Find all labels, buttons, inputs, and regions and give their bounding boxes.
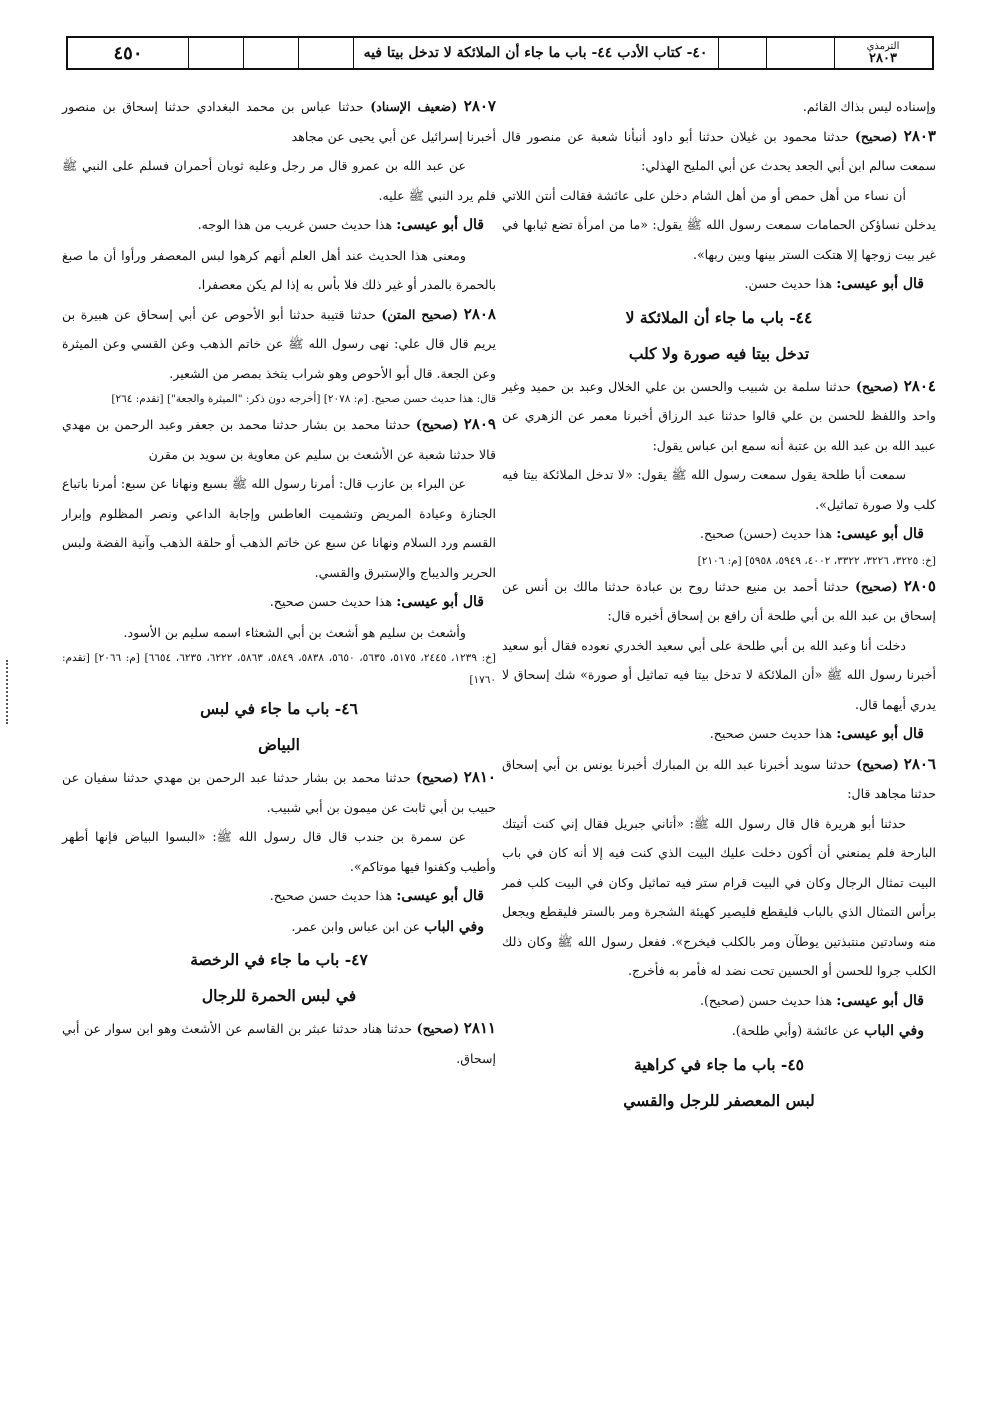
hadith-grade: (صحيح) <box>416 1021 460 1036</box>
hadith-paragraph <box>502 750 936 809</box>
chapter-heading: تدخل بيتا فيه صورة ولا كلب <box>628 343 810 363</box>
commentary-text: عن عائشة (وأبي طلحة). <box>731 1023 865 1038</box>
hadith-grade: (صحيح المتن) <box>381 306 459 322</box>
text-paragraph: دخلت أنا وعبد الله بن أبي طلحة على أبي سعيد الخدري نعوده فقال أبو سعيد أخبرنا رسول الله ﷺ «أن الملائكة لا تدخل بيتا فيه تماثيل أو صورة» شك إسحاق لا يدري أيهما قال. <box>502 637 936 712</box>
hadith-number: ٢٨٠٧ <box>463 97 496 115</box>
chapter-heading: ٤٥- باب ما جاء في كراهية <box>633 1054 805 1074</box>
scan-margin-mark <box>6 660 10 724</box>
commentary-label: قال أبو عيسى: <box>836 992 924 1009</box>
text-paragraph: عن عبد الله بن عمرو قال مر رجل وعليه ثوبان أحمران فسلم على النبي ﷺ فلم يرد النبي ﷺ عليه. <box>62 158 496 203</box>
hadith-paragraph <box>502 372 936 461</box>
text-paragraph: عن سمرة بن جندب قال قال رسول الله ﷺ: «البسوا البياض فإنها أطهر وأطيب وكفنوا فيها موتاكم». <box>62 829 496 874</box>
hadith-text: حدثنا محمود بن غيلان حدثنا أبو داود أنبأنا شعبة عن منصور قال سمعت سالم ابن أبي الجعد يحدث عن أبي المليح الهذلي: <box>502 128 936 173</box>
reference-note: [خ: ٣٢٢٥، ٣٢٢٦، ٣٣٢٢، ٤٠٠٢، ٥٩٤٩، ٥٩٥٨] [م: ٢١٠٦] <box>697 554 936 567</box>
commentary-label: وفي الباب <box>424 918 484 935</box>
hadith-paragraph <box>502 572 936 631</box>
header-box <box>188 38 244 68</box>
hadith-text: حدثنا سلمة بن شبيب والحسن بن علي الخلال وعبد بن حميد وغير واحد واللفظ للحسن بن علي قالوا حدثنا عبد الرزاق أخبرنا معمر عن الزهري عن عبيد الله بن عبد الله بن عتبة أنه سمع ابن عباس يقول: <box>502 378 936 453</box>
hadith-number: ٢٨١١ <box>463 1019 496 1037</box>
hadith-range: ٢٨٠٣ <box>869 51 897 66</box>
reference-note: قال: هذا حديث حسن صحيح. [م: ٢٠٧٨] [أخرجه دون ذكر: "الميثرة والجعة"] [تقدم: ٢٦٤] <box>111 393 496 405</box>
commentary-label: قال أبو عيسى: <box>836 726 924 742</box>
hadith-grade: (صحيح) <box>856 756 899 772</box>
commentary-line <box>62 881 496 912</box>
commentary-line <box>502 519 936 550</box>
commentary-text: هذا حديث حسن (صحيح). <box>699 992 837 1008</box>
hadith-text: حدثنا قتيبة حدثنا أبو الأحوص عن أبي إسحاق عن هبيرة بن يريم قال قال علي: نهى رسول الله ﷺ عن خاتم الذهب وعن القسي وعن الميثرة وعن الجعة. قال أبو الأحوص وهو شراب يتخذ بمصر من الشعير. <box>62 306 496 381</box>
header-box <box>718 38 767 68</box>
hadith-grade: (صحيح) <box>416 770 459 785</box>
hadith-number: ٢٨٠٦ <box>903 754 936 773</box>
hadith-grade: (صحيح) <box>854 128 898 144</box>
hadith-grade: (صحيح) <box>415 417 459 432</box>
text-paragraph: أن نساء من أهل حمص أو من أهل الشام دخلن على عائشة فقالت أنتن اللاتي يدخلن نساؤكن الحمامات سمعت رسول الله ﷺ يقول: «ما من امرأة تضع ثيابها في غير بيت زوجها إلا هتكت الستر بينها وبين ربها». <box>502 187 936 262</box>
hadith-grade: (صحيح) <box>856 378 899 394</box>
commentary-text: هذا حديث حسن صحيح. <box>269 594 397 609</box>
commentary-text: هذا حديث حسن صحيح. <box>269 888 397 903</box>
hadith-number: ٢٨١٠ <box>463 768 496 786</box>
chapter-heading: البياض <box>258 735 300 754</box>
hadith-number: ٢٨٠٨ <box>463 304 496 323</box>
commentary-text: هذا حديث حسن صحيح. <box>709 726 837 741</box>
page-number: ٤٥٠ <box>68 38 189 68</box>
hadith-paragraph <box>62 300 496 389</box>
hadith-text: حدثنا سويد أخبرنا عبد الله بن المبارك أخبرنا يونس بن أبي إسحاق حدثنا مجاهد قال: <box>502 756 936 801</box>
hadith-paragraph <box>62 92 496 151</box>
text-paragraph: حدثنا أبو هريرة قال قال رسول الله ﷺ: «أتاني جبريل فقال إني كنت أتيتك البارحة فلم يمنعني أن أكون دخلت عليك البيت الذي كنت فيه إلا أنه كان في باب البيت تمثال الرجال وكان في البيت قرام ستر فيه تماثيل وكان في البيت كلب فمر برأس التمثال الذي بالباب فليقطع فليصير كهيئة الشجرة ومر بالستر فليقطع ويجعل منه وسادتين منتبذتين يوطآن ومر بالكلب فيخرج». ففعل رسول الله ﷺ وكان ذلك الكلب جروا للحسن أو الحسين تحت نضد له فأمر به فأخرج. <box>502 815 936 978</box>
text-paragraph: سمعت أبا طلحة يقول سمعت رسول الله ﷺ يقول: «لا تدخل الملائكة بيتا فيه كلب ولا صورة تماثيل». <box>502 467 936 512</box>
commentary-label: قال أبو عيسى: <box>396 888 484 904</box>
commentary-text: هذا حديث حسن غريب من هذا الوجه. <box>197 217 397 232</box>
commentary-label: قال أبو عيسى: <box>396 594 484 610</box>
commentary-label: وفي الباب <box>864 1023 924 1039</box>
commentary-line <box>62 912 496 943</box>
header-box <box>243 38 299 68</box>
commentary-label: قال أبو عيسى: <box>396 217 484 233</box>
page-header <box>66 36 934 70</box>
commentary-text: هذا حديث (حسن) صحيح. <box>699 526 837 541</box>
chapter-heading: في لبس الحمرة للرجال <box>201 986 357 1005</box>
right-column <box>502 92 936 1119</box>
hadith-text: حدثنا محمد بن بشار حدثنا محمد بن جعفر وعبد الرحمن بن مهدي قالا حدثنا شعبة عن الأشعث بن سليم عن معاوية بن سويد بن مقرن <box>62 417 496 462</box>
hadith-grade: (ضعيف الإسناد) <box>370 99 458 114</box>
commentary-label: قال أبو عيسى: <box>836 276 924 292</box>
commentary-text: هذا حديث حسن. <box>744 276 837 291</box>
commentary-line <box>62 210 496 241</box>
header-reference <box>834 38 932 68</box>
hadith-paragraph <box>62 410 496 469</box>
hadith-number: ٢٨٠٤ <box>903 376 936 395</box>
reference-note: [خ: ١٢٣٩، ٢٤٤٥، ٥١٧٥، ٥٦٣٥، ٥٦٥٠، ٥٨٣٨، ٥٨٤٩، ٥٨٦٣، ٦٢٢٢، ٦٢٣٥، ٦٦٥٤] [م: ٢٠٦٦] [تقدم: ١٧٦٠] <box>62 652 496 686</box>
hadith-paragraph <box>502 122 936 181</box>
commentary-line <box>502 269 936 300</box>
commentary-line <box>502 719 936 750</box>
left-column <box>62 92 496 1073</box>
chapter-heading: ٤٦- باب ما جاء في لبس <box>200 699 358 718</box>
hadith-paragraph <box>62 1014 496 1073</box>
text-paragraph: وإسناده ليس بذاك القائم. <box>802 99 936 114</box>
commentary-line <box>62 587 496 618</box>
header-box <box>766 38 835 68</box>
chapter-heading: ٤٤- باب ما جاء أن الملائكة لا <box>625 307 813 327</box>
hadith-text: حدثنا أحمد بن منيع حدثنا روح بن عبادة حدثنا مالك بن أنس عن إسحاق بن عبد الله بن أبي طلحة أن رافع بن إسحاق أخبره قال: <box>502 578 936 623</box>
text-paragraph: وأشعث بن سليم هو أشعث بن أبي الشعثاء اسمه سليم بن الأسود. <box>123 624 466 640</box>
hadith-grade: (صحيح) <box>855 578 898 594</box>
book-name: الترمذي <box>866 41 900 52</box>
commentary-line <box>502 1016 936 1047</box>
hadith-number: ٢٨٠٣ <box>903 126 936 145</box>
chapter-heading: لبس المعصفر للرجل والقسي <box>623 1090 815 1110</box>
header-box <box>298 38 354 68</box>
commentary-text: عن ابن عباس وابن عمر. <box>291 918 425 934</box>
commentary-line <box>502 986 936 1017</box>
text-paragraph: ومعنى هذا الحديث عند أهل العلم أنهم كرهوا لبس المعصفر ورأوا أن ما صبغ بالحمرة بالمدر أو غير ذلك فلا بأس به إذا لم يكن معصفرا. <box>62 247 496 292</box>
header-title: ٤٠- كتاب الأدب ٤٤- باب ما جاء أن الملائكة لا تدخل بيتا فيه <box>353 38 719 68</box>
chapter-heading: ٤٧- باب ما جاء في الرخصة <box>190 950 368 969</box>
hadith-text: حدثنا عباس بن محمد البغدادي حدثنا إسحاق بن منصور أخبرنا إسرائيل عن أبي يحيى عن مجاهد <box>62 99 496 144</box>
commentary-label: قال أبو عيسى: <box>836 526 924 542</box>
hadith-text: حدثنا هناد حدثنا عبثر بن القاسم عن الأشعث وهو ابن سوار عن أبي إسحاق. <box>62 1021 496 1066</box>
hadith-paragraph <box>62 763 496 822</box>
hadith-number: ٢٨٠٩ <box>463 415 496 433</box>
header-boxes <box>188 38 353 68</box>
text-paragraph: عن البراء بن عازب قال: أمرنا رسول الله ﷺ بسبع ونهانا عن سبع: أمرنا باتباع الجنازة وعيادة المريض وتشميت العاطس وإجابة الداعي ونصر المظلوم وإبرار القسم ورد السلام ونهانا عن سبع عن خاتم الذهب أو حلقة الذهب وآنية الفضة ولبس الحرير والديباج والإستبرق والقسي. <box>62 476 496 580</box>
hadith-text: حدثنا محمد بن بشار حدثنا عبد الرحمن بن مهدي حدثنا سفيان عن حبيب بن أبي ثابت عن ميمون بن أبي شبيب. <box>62 770 496 815</box>
hadith-number: ٢٨٠٥ <box>903 576 936 595</box>
